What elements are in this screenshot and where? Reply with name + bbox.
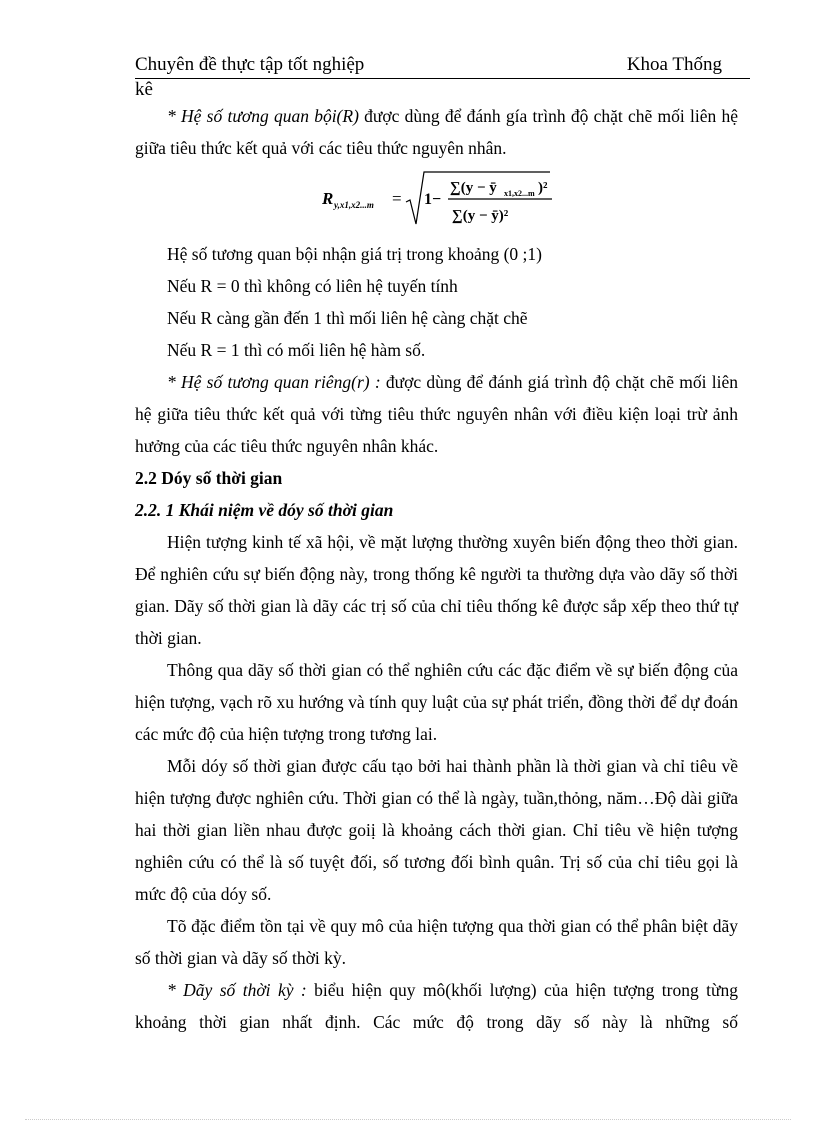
formula-denominator: ∑(y − ȳ)² — [452, 208, 509, 224]
paragraph-time-series-purpose: Thông qua dãy số thời gian có thể nghiên cứu các đặc điểm về sự biến động của hiện tượng, vạch rõ xu hướng và tính quy luật của sự phát triển, đồng thời để dự đoán các mức độ của hiện tượng trong tương lai. — [135, 660, 738, 744]
formula-graphic — [320, 166, 560, 236]
header-right-title: Khoa Thống — [626, 54, 722, 75]
paragraph-r-zero: Nếu R = 0 thì không có liên hệ tuyến tính — [167, 276, 458, 296]
document-body — [135, 100, 738, 1038]
page-header — [135, 54, 750, 79]
paragraph-partial-correlation: * Hệ số tương quan riêng(r) : được dùng để đánh giá trình độ chặt chẽ mối liên hệ giữa tiêu thức kết quả với từng tiêu thức nguyên nhân với điều kiện loại trừ ảnh hưởng của các tiêu thức nguyên nhân khác. — [135, 372, 738, 456]
paragraph-multiple-correlation: * Hệ số tương quan bội(R) được dùng để đánh gía trình độ chặt chẽ mối liên hệ giữa tiêu thức kết quả với các tiêu thức nguyên nhân. — [135, 106, 738, 158]
formula-numerator: ∑(y − ȳ — [450, 180, 497, 196]
paragraph-range: Hệ số tương quan bội nhận giá trị trong khoảng (0 ;1) — [167, 244, 542, 264]
paragraph-time-series-intro: Hiện tượng kinh tế xã hội, về mặt lượng thường xuyên biến động theo thời gian. Để nghiên cứu sự biến động này, trong thống kê người ta thường dựa vào dãy số thời gian. Dãy số thời gian là dãy các trị số của chỉ tiêu thống kê được sắp xếp theo thứ tự thời gian. — [135, 532, 738, 648]
paragraph-series-types: Tõ đặc điểm tồn tại về quy mô của hiện tượng qua thời gian có thể phân biệt dãy số thời gian và dãy số thời kỳ. — [135, 916, 738, 968]
term-partial-correlation: * Hệ số tương quan riêng(r) : — [167, 372, 381, 392]
correlation-formula — [135, 166, 738, 238]
page-bottom-border — [25, 1119, 791, 1120]
subsection-heading: 2.2. 1 Khái niệm về dóy số thời gian — [135, 500, 394, 520]
formula-one-minus: 1− — [424, 191, 442, 208]
paragraph-r-one: Nếu R = 1 thì có mối liên hệ hàm số. — [167, 340, 426, 360]
header-continued: kê — [135, 79, 153, 100]
paragraph-time-series-components: Mỗi dóy số thời gian được cấu tạo bởi hai thành phần là thời gian và chỉ tiêu về hiện tượng được nghiên cứu. Thời gian có thể là ngày, tuần,thỏng, năm…Độ dài giữa hai thời gian liền nhau được goiị là khoảng cách thời gian. Chỉ tiêu về hiện tượng nghiên cứu có thể là số tuyệt đối, số tương đối bình quân. Trị số của chỉ tiêu gọi là mức độ của dóy số. — [135, 756, 738, 904]
paragraph-period-series: * Dãy số thời kỳ : biểu hiện quy mô(khối lượng) của hiện tượng trong từng khoảng thời gian nhất định. Các mức độ trong dãy số này là những số — [135, 980, 738, 1032]
formula-lhs-sub: y,x1,x2...m — [334, 200, 374, 210]
formula-equals: = — [392, 189, 402, 208]
formula-numerator-sub: x1,x2...m — [504, 189, 535, 198]
term-multiple-correlation: * Hệ số tương quan bội(R) — [167, 106, 359, 126]
formula-lhs: R — [322, 189, 334, 208]
term-period-series: * Dãy số thời kỳ : — [167, 980, 307, 1000]
paragraph-r-near-one: Nếu R càng gần đến 1 thì mối liên hệ càng chặt chẽ — [167, 308, 528, 328]
formula-numerator-end: )² — [538, 180, 548, 196]
section-heading: 2.2 Dóy số thời gian — [135, 468, 283, 488]
header-left-title: Chuyên đề thực tập tốt nghiệp — [135, 54, 365, 75]
